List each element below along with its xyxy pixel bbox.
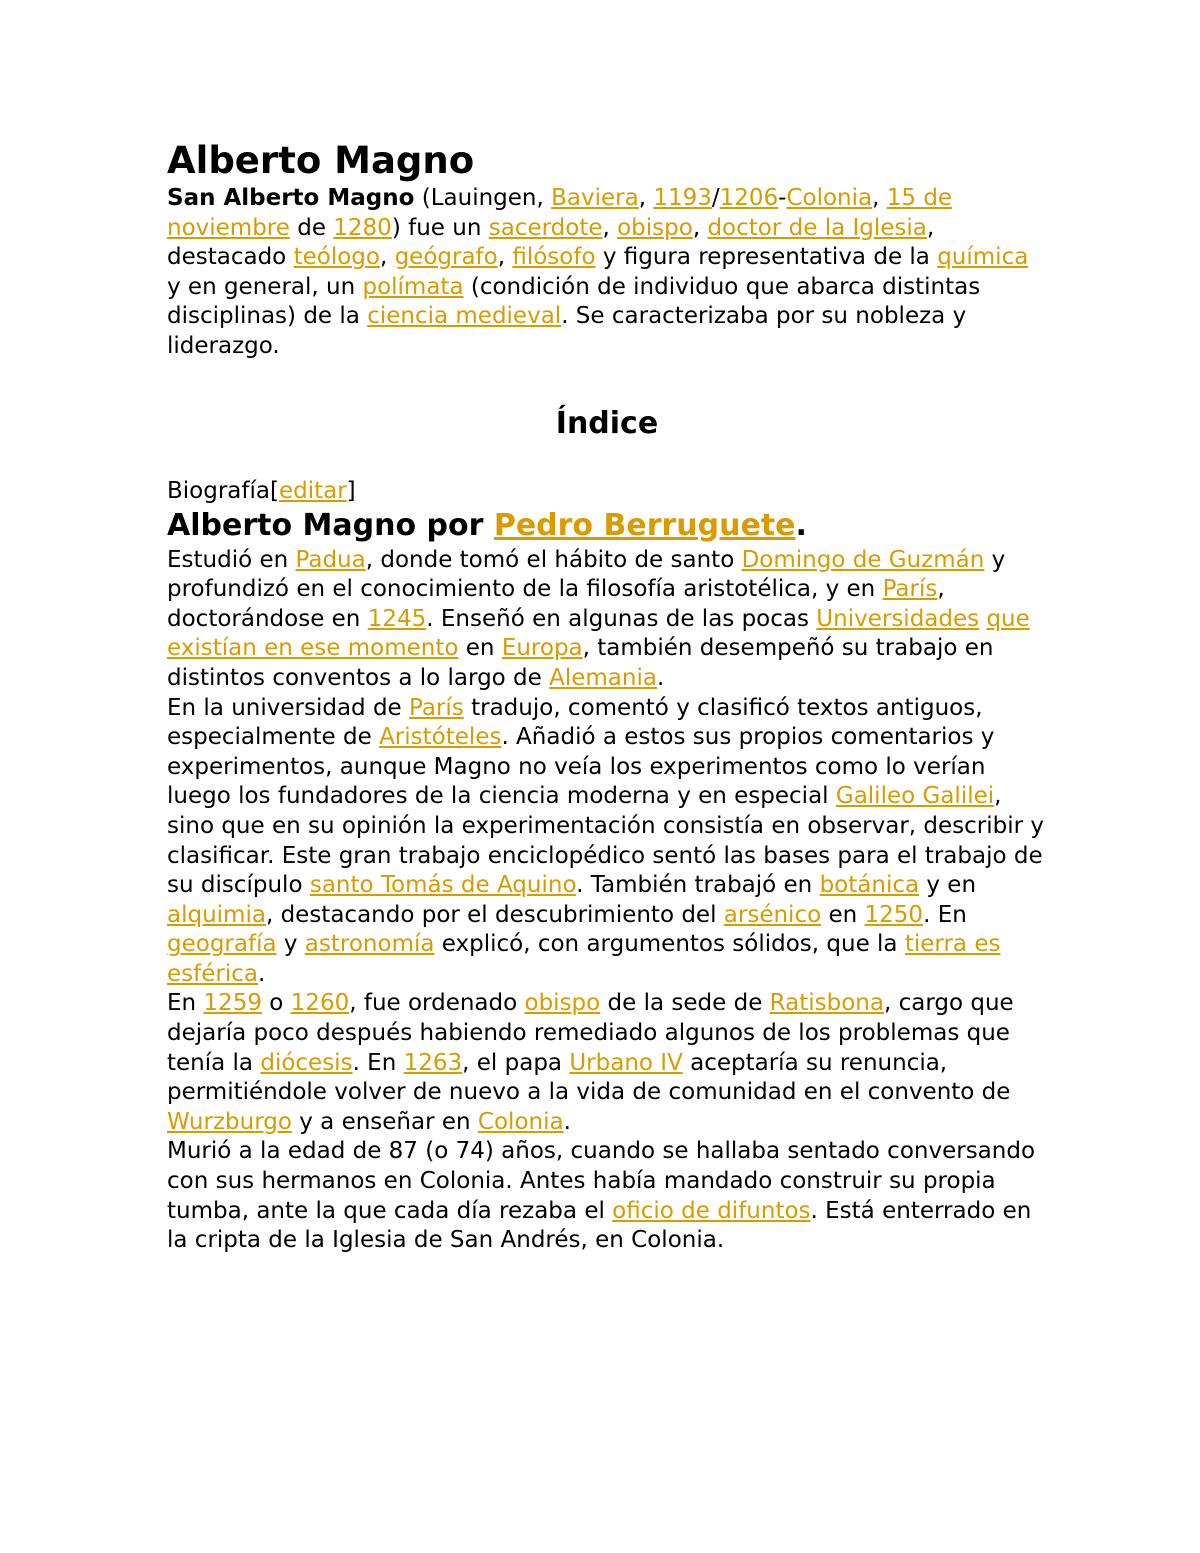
text-run: (condición de individuo que abarca distintas disciplinas) de la	[167, 273, 981, 330]
inline-link[interactable]: 1259	[203, 990, 262, 1017]
text-run: ,	[692, 214, 708, 241]
inline-link[interactable]: Colonia	[477, 1108, 564, 1135]
inline-link[interactable]: 1245	[367, 605, 427, 632]
inline-link[interactable]: 1280	[333, 214, 392, 241]
text-run: , doctorándose en	[167, 576, 945, 632]
bold-text: San Alberto Magno	[167, 185, 415, 211]
text-run: o	[261, 990, 291, 1017]
inline-link[interactable]: París	[882, 576, 938, 603]
inline-link[interactable]: Wurzburgo	[167, 1108, 292, 1135]
body-paragraph	[167, 1137, 1047, 1255]
inline-link[interactable]: oficio de difuntos	[612, 1197, 811, 1224]
biography-label	[167, 477, 1047, 506]
section-subtitle	[167, 506, 1047, 546]
page-title: Alberto Magno	[167, 139, 475, 182]
subtitle-suffix: .	[795, 507, 807, 543]
text-run: de la sede de	[600, 990, 770, 1017]
text-run: , donde tomó el hábito de santo	[365, 546, 742, 573]
text-run: . También trabajó en	[576, 872, 820, 899]
text-run: ,	[379, 244, 395, 271]
inline-link[interactable]: arsénico	[723, 901, 822, 928]
text-run: -	[778, 185, 787, 211]
inline-link[interactable]: 1260	[290, 990, 350, 1017]
text-run: ,	[602, 214, 618, 241]
inline-link[interactable]: Galileo Galilei	[835, 783, 995, 810]
text-run: /	[711, 185, 720, 211]
inline-link[interactable]: polímata	[362, 273, 464, 300]
inline-link[interactable]: geógrafo	[394, 244, 498, 271]
text-run: . Se caracterizaba por su nobleza y liderazgo.	[167, 303, 967, 359]
text-run: ) fue un	[391, 214, 489, 241]
inline-link[interactable]: química	[937, 244, 1029, 271]
text-run: .	[257, 960, 266, 987]
text-run: .	[656, 664, 665, 691]
text-run: y en general, un	[167, 273, 363, 300]
body-paragraph	[167, 546, 1047, 694]
subtitle-prefix: Alberto Magno por	[167, 507, 494, 543]
text-run: y profundizó en el conocimiento de la filosofía aristotélica, y en	[167, 546, 1006, 603]
text-run: Estudió en	[167, 546, 296, 573]
text-run: y a enseñar en	[291, 1108, 478, 1135]
intro-paragraph	[167, 184, 1047, 362]
body-paragraph	[167, 989, 1047, 1137]
text-run: .	[563, 1108, 571, 1135]
inline-link[interactable]: 1250	[864, 901, 924, 928]
inline-link[interactable]: filósofo	[512, 244, 596, 271]
inline-link[interactable]: sacerdote	[488, 214, 603, 241]
subtitle-link[interactable]: Pedro Berruguete	[493, 507, 796, 543]
text-run: de	[289, 214, 334, 241]
biography-label-close: ]	[346, 477, 356, 504]
inline-link[interactable]: Domingo de Guzmán	[741, 546, 985, 573]
text-run: en	[821, 901, 865, 928]
text-run: y	[276, 931, 305, 958]
edit-link[interactable]: editar	[278, 477, 347, 504]
inline-link[interactable]: Alemania	[549, 664, 657, 691]
inline-link[interactable]: Baviera	[551, 185, 639, 211]
inline-link[interactable]: botánica	[819, 872, 920, 899]
text-run: . Añadió a estos sus propios comentarios y experimentos, aunque Magno no veía los experimentos como lo verían luego los fundadores de la ciencia moderna y en especial	[167, 724, 995, 810]
text-run: . En	[352, 1049, 404, 1076]
body-paragraph	[167, 694, 1047, 990]
document-page	[167, 138, 1047, 1256]
inline-link[interactable]: alquimia	[167, 901, 266, 928]
biography-label-text: Biografía[	[167, 477, 279, 504]
inline-link[interactable]: Padua	[295, 546, 366, 573]
text-run: y en	[919, 872, 977, 899]
text-run: , también desempeñó su trabajo en distintos conventos a lo largo de	[167, 635, 994, 691]
text-run: y figura representativa de la	[595, 244, 938, 271]
text-run: (Lauingen,	[414, 185, 552, 211]
text-run: Murió a la edad de 87 (o 74) años, cuando se hallaba sentado conversando con sus hermanos en Colonia. Antes había mandado construir su propia tumba, ante la que cada día rezaba el	[167, 1138, 1036, 1224]
inline-link[interactable]: Ratisbona	[769, 990, 884, 1017]
inline-link[interactable]: astronomía	[304, 931, 435, 958]
inline-link[interactable]: santo Tomás de Aquino	[309, 872, 577, 899]
inline-link[interactable]: tierra es esférica	[167, 931, 1001, 987]
text-run: , sino que en su opinión la experimentación consistía en observar, describir y clasificar. Este gran trabajo enciclopédico sentó las bases para el trabajo de su discípulo	[167, 783, 1044, 899]
inline-link[interactable]: 1206	[719, 185, 779, 211]
inline-link[interactable]: doctor de la Iglesia	[707, 214, 927, 241]
inline-link[interactable]: Colonia	[786, 185, 873, 211]
inline-link[interactable]: ciencia medieval	[367, 303, 562, 330]
inline-link[interactable]: obispo	[617, 214, 693, 241]
inline-link[interactable]: teólogo	[293, 244, 380, 271]
inline-link[interactable]: Aristóteles	[379, 724, 502, 751]
text-run: , destacado	[167, 214, 935, 271]
inline-link[interactable]: Universidades	[816, 605, 980, 632]
text-run: . Está enterrado en la cripta de la Iglesia de San Andrés, en Colonia.	[167, 1197, 1032, 1254]
text-run: , cargo que dejaría poco después habiendo remediado algunos de los problemas que tenía la	[167, 990, 1014, 1076]
text-run: En la universidad de	[167, 694, 410, 721]
inline-link[interactable]: París	[409, 694, 464, 721]
inline-link[interactable]: obispo	[524, 990, 601, 1017]
text-run: ,	[497, 244, 513, 271]
inline-link[interactable]: geografía	[167, 931, 277, 958]
inline-link[interactable]: 15 de noviembre	[167, 185, 953, 241]
text-run: aceptaría su renuncia, permitiéndole volver de nuevo a la vida de comunidad en el convento de	[167, 1049, 1011, 1106]
index-heading: Índice	[555, 405, 659, 441]
text-run: , el papa	[462, 1049, 570, 1076]
inline-link[interactable]: 1263	[403, 1049, 463, 1076]
text-run: . Enseñó en algunas de las pocas	[426, 605, 817, 632]
text-run: ,	[638, 185, 654, 211]
inline-link[interactable]: Europa	[501, 635, 583, 662]
inline-link[interactable]: Urbano IV	[569, 1049, 683, 1076]
text-run: explicó, con argumentos sólidos, que la	[434, 931, 905, 958]
inline-link[interactable]: diócesis	[260, 1049, 353, 1076]
inline-link[interactable]: que existían en ese momento	[167, 605, 1030, 662]
text-run: tradujo, comentó y clasificó textos antiguos, especialmente de	[167, 694, 983, 751]
text-run: , destacando por el descubrimiento del	[265, 901, 724, 928]
text-run: ,	[872, 185, 887, 211]
text-run: . En	[923, 901, 967, 928]
text-run: , fue ordenado	[349, 990, 525, 1017]
inline-link[interactable]: 1193	[653, 185, 712, 211]
text-run: en	[458, 635, 502, 662]
text-run: En	[167, 990, 204, 1017]
